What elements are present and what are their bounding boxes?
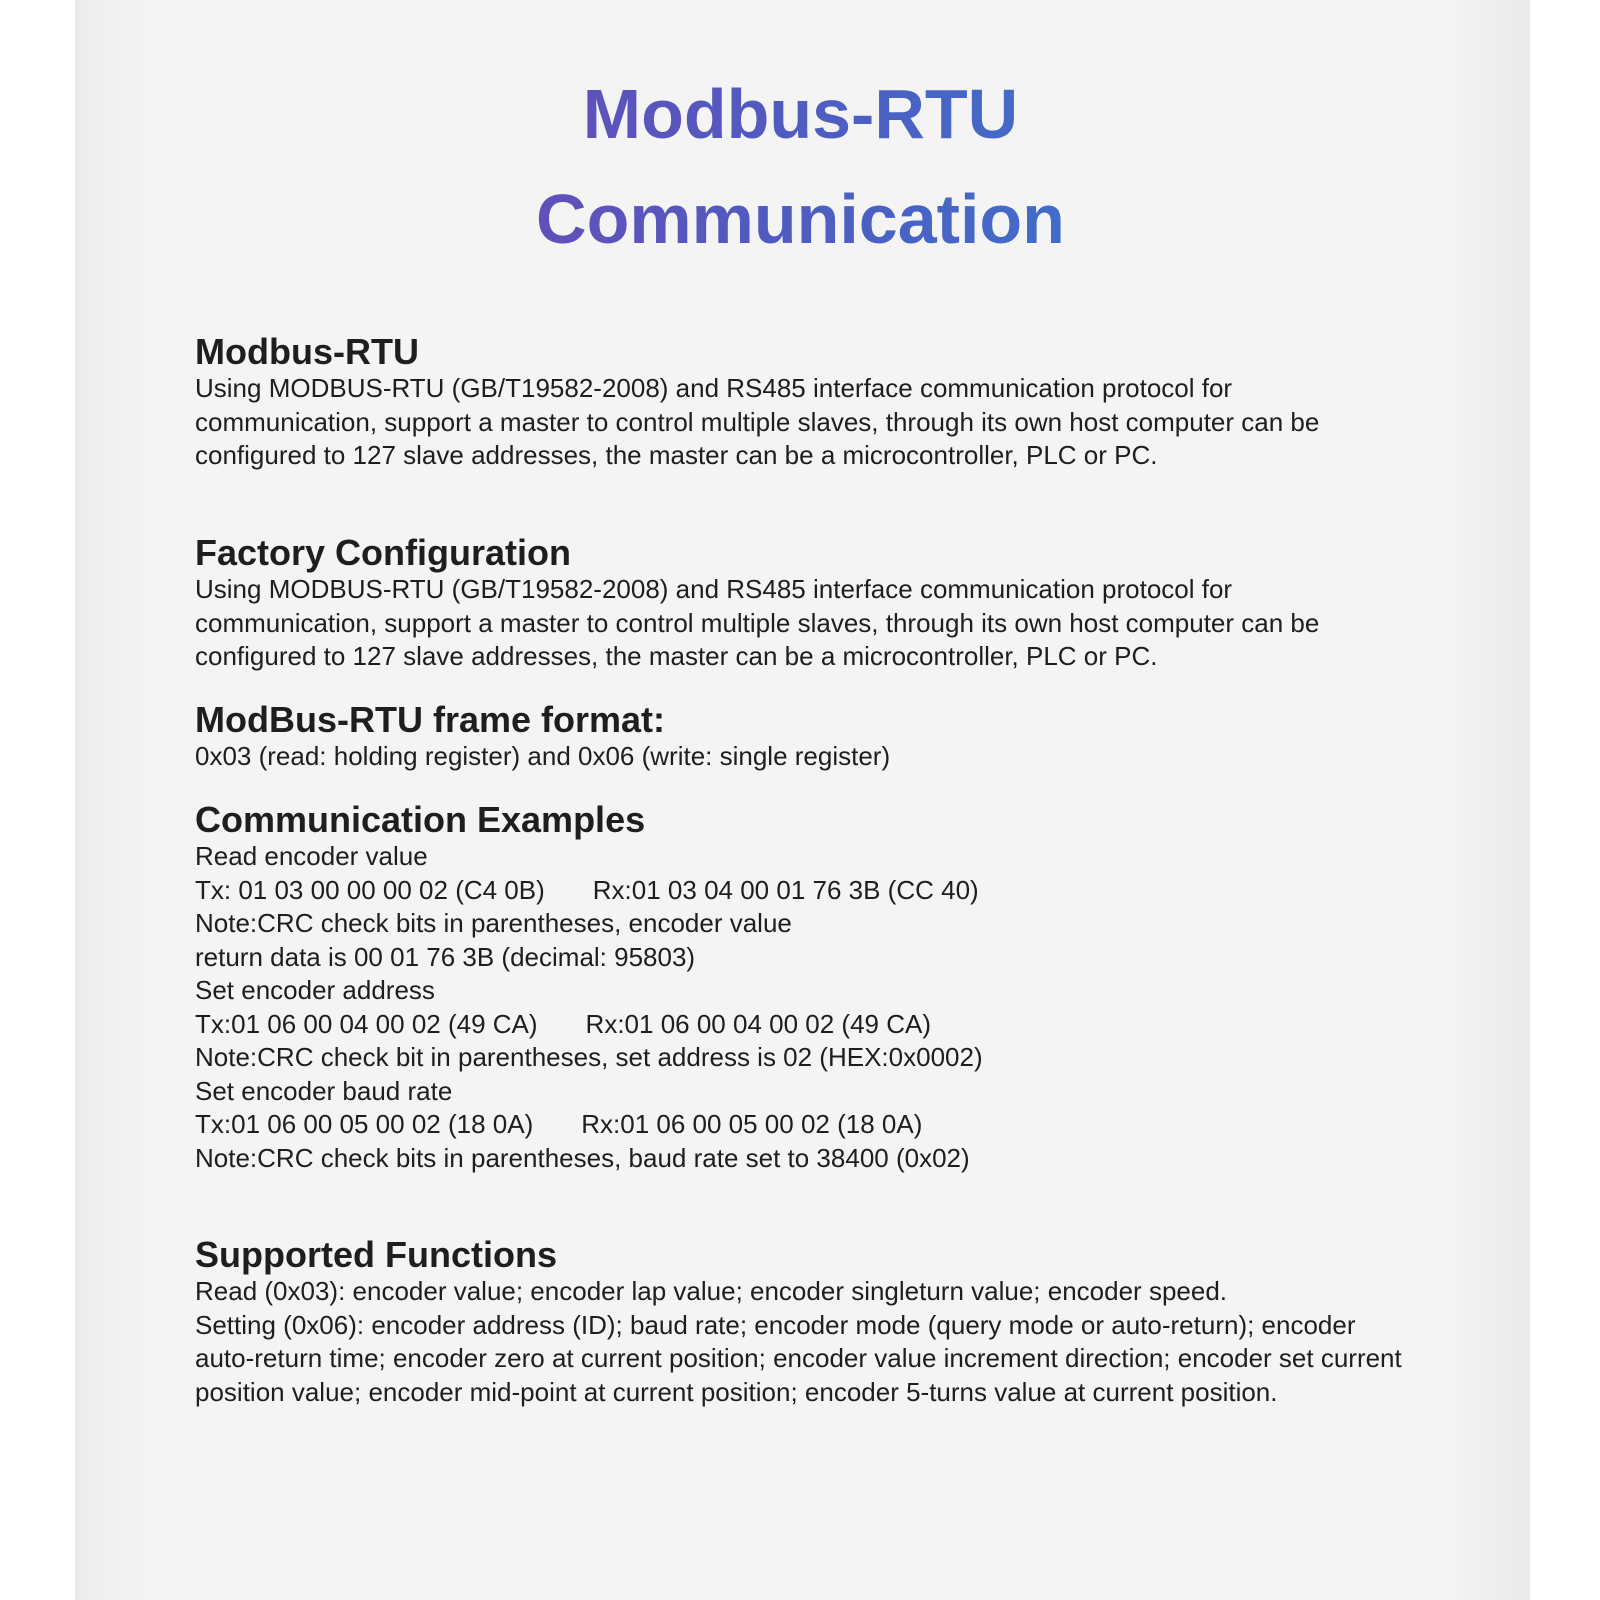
example-read-note-continued: return data is 00 01 76 3B (decimal: 95803)	[195, 941, 696, 972]
section-heading: Factory Configuration	[195, 532, 571, 573]
example-baud-frames	[195, 1108, 1415, 1142]
example-read-frames	[195, 874, 1415, 908]
section-heading: Modbus-RTU	[195, 331, 419, 372]
example-read-label: Read encoder value	[195, 841, 428, 871]
example-address-label: Set encoder address	[195, 975, 435, 1005]
rx-frame: Rx:01 03 04 00 01 76 3B (CC 40)	[592, 874, 979, 905]
functions-read: Read (0x03): encoder value; encoder lap value; encoder singleturn value; encoder speed.	[195, 1276, 1228, 1306]
section-heading: ModBus-RTU frame format:	[195, 699, 666, 740]
rx-frame: Rx:01 06 00 04 00 02 (49 CA)	[585, 1008, 931, 1039]
title-line-2: Communication	[536, 180, 1065, 258]
section-communication-examples	[195, 800, 1415, 1175]
section-modbus-rtu	[195, 332, 1415, 473]
section-body: 0x03 (read: holding register) and 0x06 (write: single register)	[195, 741, 891, 771]
example-address-frames	[195, 1008, 1415, 1042]
section-frame-format	[195, 700, 1415, 774]
tx-frame: Tx:01 06 00 05 00 02 (18 0A)	[195, 1109, 534, 1139]
example-address-note: Note:CRC check bit in parentheses, set address is 02 (HEX:0x0002)	[195, 1042, 983, 1072]
section-body: Using MODBUS-RTU (GB/T19582-2008) and RS485 interface communication protocol for communication, support a master to control multiple slaves, through its own host computer can be configured to 127 slave addresses, the master can be a microcontroller, PLC or PC.	[195, 373, 1320, 470]
section-heading: Communication Examples	[195, 799, 646, 840]
functions-setting: Setting (0x06): encoder address (ID); baud rate; encoder mode (query mode or auto-return); encoder auto-return time; encoder zero at current position; encoder value increment direction; encoder set current position value; encoder mid-point at current position; encoder 5-turns value at current position.	[195, 1309, 1402, 1407]
page-title	[143, 62, 1458, 272]
tx-frame: Tx: 01 03 00 00 00 02 (C4 0B)	[195, 874, 545, 905]
section-factory-configuration	[195, 533, 1415, 674]
section-supported-functions	[195, 1235, 1415, 1409]
example-baud-note: Note:CRC check bits in parentheses, baud rate set to 38400 (0x02)	[195, 1142, 970, 1173]
example-read-note: Note:CRC check bits in parentheses, encoder value	[195, 908, 792, 938]
section-heading: Supported Functions	[195, 1234, 557, 1275]
example-baud-label: Set encoder baud rate	[195, 1075, 453, 1106]
rx-frame: Rx:01 06 00 05 00 02 (18 0A)	[581, 1109, 923, 1139]
title-line-1: Modbus-RTU	[582, 75, 1019, 153]
section-body: Using MODBUS-RTU (GB/T19582-2008) and RS485 interface communication protocol for communication, support a master to control multiple slaves, through its own host computer can be configured to 127 slave addresses, the master can be a microcontroller, PLC or PC.	[195, 574, 1320, 671]
tx-frame: Tx:01 06 00 04 00 02 (49 CA)	[195, 1008, 538, 1039]
